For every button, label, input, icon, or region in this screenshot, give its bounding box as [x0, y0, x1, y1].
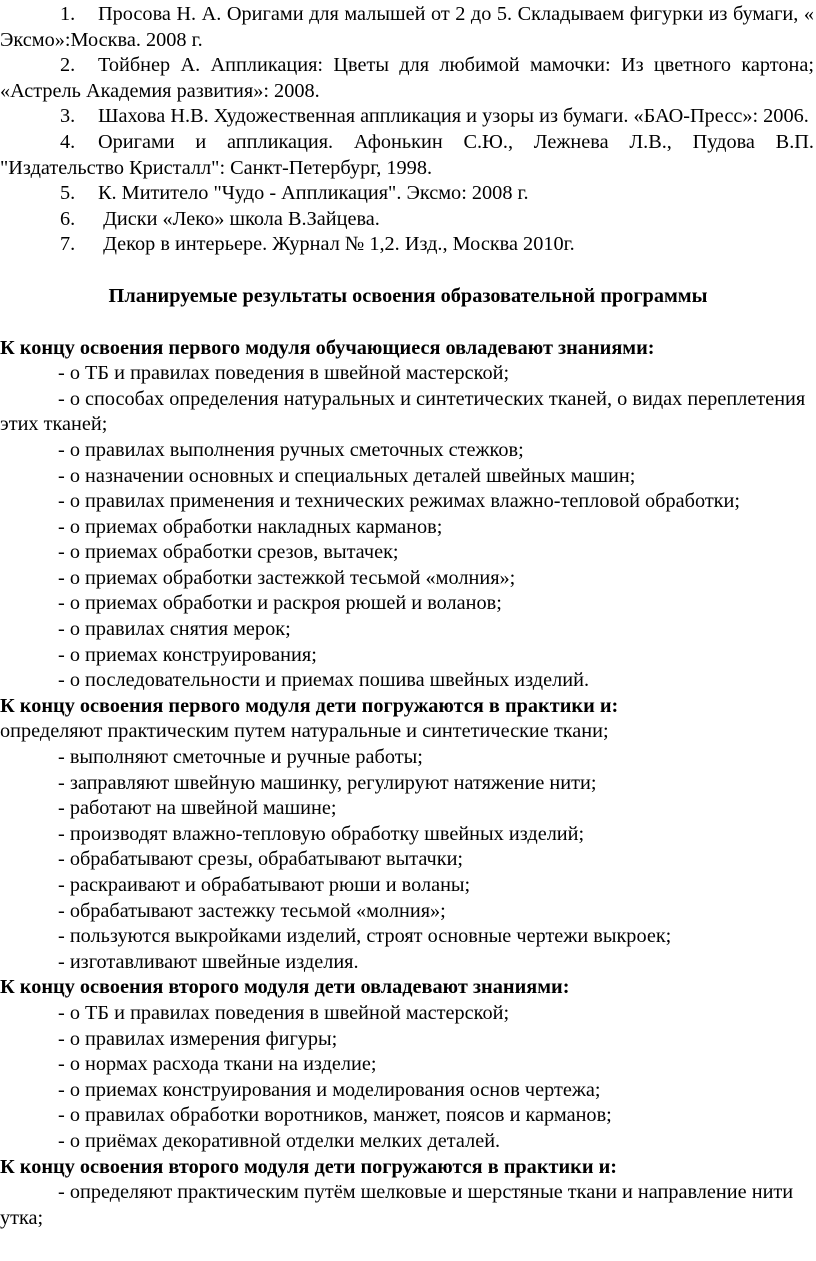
list-item: - о приемах обработки и раскроя рюшей и воланов; [58, 592, 502, 615]
reference-text: Декор в интерьере. Журнал № 1,2. Изд., Москва 2010г. [98, 233, 575, 256]
reference-number: 2. [60, 54, 76, 77]
reference-number: 1. [60, 3, 76, 25]
reference-number: 7. [60, 233, 76, 256]
list-item: - о ТБ и правилах поведения в швейной мастерской; [58, 1001, 510, 1024]
blank-line [0, 310, 816, 336]
reference-text: Тойбнер А. Аппликация: Цветы для любимой мамочки: Из цветного картона; «Астрель Академия развития»: 2008. [0, 54, 814, 102]
list-item: - о нормах расхода ткани на изделие; [58, 1053, 377, 1076]
reference-item-6 [0, 207, 816, 233]
reference-number: 4. [60, 130, 76, 153]
list-item: - о последовательности и приемах пошива швейных изделий. [58, 669, 590, 692]
list-item: - заправляют швейную машинку, регулируют натяжение нити; [58, 771, 597, 794]
reference-text: К. Мититело "Чудо - Аппликация". Эксмо: 2008 г. [98, 182, 529, 205]
list-item: - о правилах выполнения ручных сметочных стежков; [58, 438, 524, 461]
list-item: - о приёмах декоративной отделки мелких деталей. [58, 1129, 501, 1152]
list-item: - о способах определения натуральных и синтетических тканей, о видах переплетения этих тканей; [0, 387, 806, 436]
reference-number: 5. [60, 182, 76, 205]
list-item: - работают на швейной машине; [58, 797, 337, 820]
list-item: - о приемах обработки срезов, вытачек; [58, 541, 399, 564]
reference-text: Шахова Н.В. Художественная аппликация и узоры из бумаги. «БАО-Пресс»: 2006. [98, 105, 809, 128]
list-item: - о правилах обработки воротников, манжет, поясов и карманов; [58, 1104, 612, 1127]
blank-line [0, 258, 816, 284]
reference-item-4 [0, 130, 816, 181]
reference-item-3 [0, 104, 816, 130]
list-item: - о правилах снятия мерок; [58, 618, 291, 641]
list-item: - изготавливают швейные изделия. [58, 950, 359, 973]
reference-text: Диски «Леко» школа В.Зайцева. [98, 207, 380, 230]
list-item: - обрабатывают срезы, обрабатывают вытачки; [58, 848, 464, 871]
list-item: - о приемах обработки накладных карманов; [58, 515, 443, 538]
reference-item-7 [0, 232, 816, 258]
list-item: - определяют практическим путём шелковые и шерстяные ткани и направление нити утка; [0, 1181, 794, 1229]
reference-text: Просова Н. А. Оригами для малышей от 2 до 5. Складываем фигурки из бумаги, « Эксмо»:Москва. 2008 г. [0, 3, 814, 51]
list-item: - о приемах конструирования; [58, 643, 317, 666]
list-item: - о ТБ и правилах поведения в швейной мастерской; [58, 362, 510, 385]
reference-item-2 [0, 53, 816, 104]
section-heading: К концу освоения второго модуля дети погружаются в практики и: [0, 1155, 618, 1178]
section-module2-practice [0, 1155, 816, 1232]
reference-text: Оригами и аппликация. Афонькин С.Ю., Лежнева Л.В., Пудова В.П. "Издательство Кристалл": Санкт-Петербург, 1998. [0, 130, 814, 179]
reference-item-5 [0, 181, 816, 207]
references-list [0, 2, 816, 258]
list-item: - о приемах конструирования и моделирования основ чертежа; [58, 1078, 601, 1101]
reference-number: 6. [60, 207, 76, 230]
reference-number: 3. [60, 105, 76, 128]
list-item: - обрабатывают застежку тесьмой «молния»; [58, 899, 446, 922]
section-module2-knowledge [0, 975, 816, 1154]
reference-item-1 [0, 2, 816, 53]
list-item: - пользуются выкройками изделий, строят основные чертежи выкроек; [58, 925, 672, 948]
section-heading: К концу освоения второго модуля дети овладевают знаниями: [0, 976, 570, 999]
list-item: - производят влажно-тепловую обработку швейных изделий; [58, 822, 585, 845]
list-item: - о правилах измерения фигуры; [58, 1027, 338, 1050]
list-item: - выполняют сметочные и ручные работы; [58, 746, 423, 769]
section-heading: К концу освоения первого модуля дети погружаются в практики и: [0, 694, 619, 717]
list-item: - о назначении основных и специальных деталей швейных машин; [58, 464, 636, 487]
section-module1-knowledge [0, 336, 816, 694]
section-lead: определяют практическим путем натуральные и синтетические ткани; [0, 720, 609, 743]
section-heading: К концу освоения первого модуля обучающиеся овладевают знаниями: [0, 336, 655, 359]
section-module1-practice [0, 694, 816, 976]
main-heading: Планируемые результаты освоения образовательной программы [108, 284, 708, 307]
list-item: - о приемах обработки застежкой тесьмой «молния»; [58, 566, 516, 589]
list-item: - раскраивают и обрабатывают рюши и воланы; [58, 874, 471, 896]
list-item: - о правилах применения и технических режимах влажно-тепловой обработки; [58, 490, 741, 513]
